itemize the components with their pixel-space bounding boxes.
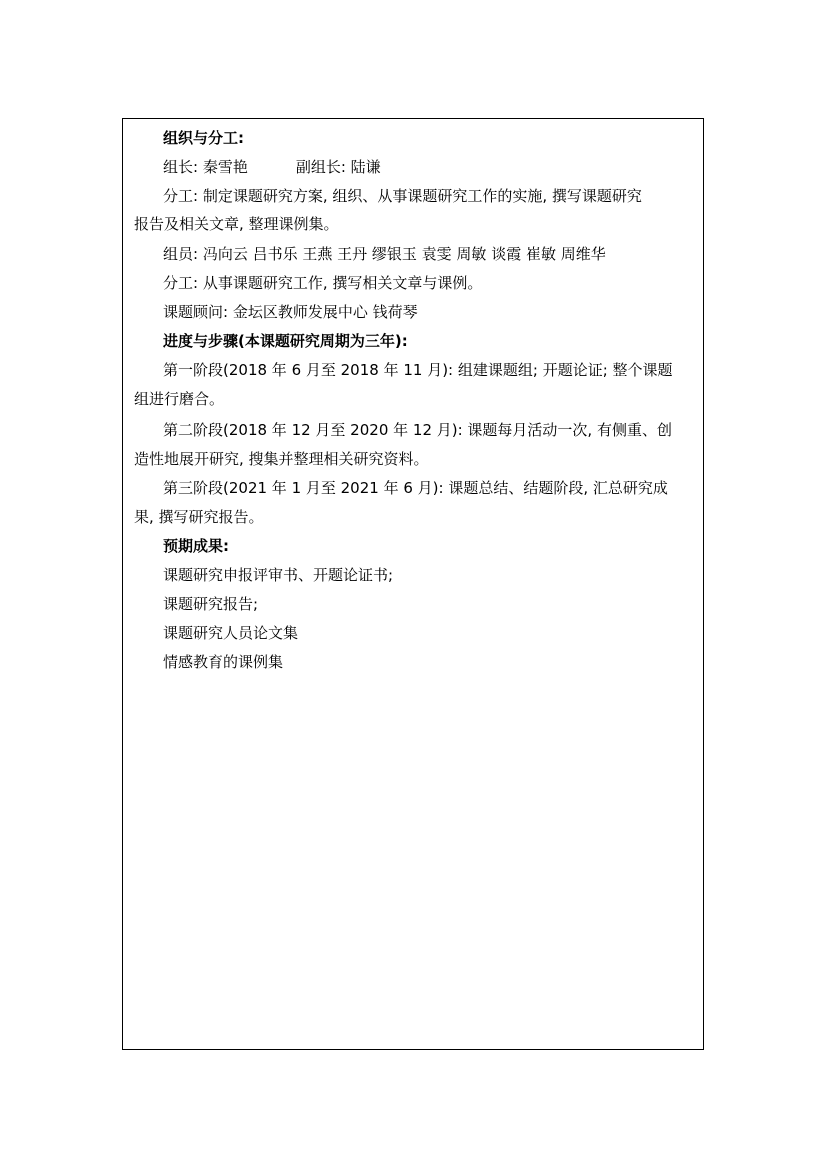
stage2-line-b: 造性地展开研究, 搜集并整理相关研究资料。 bbox=[134, 450, 429, 468]
leader-text: 组长: 秦雪艳 bbox=[163, 158, 248, 176]
progress-heading: 进度与步骤(本课题研究周期为三年): bbox=[163, 332, 408, 350]
duty1-line-b: 报告及相关文章, 整理课例集。 bbox=[134, 215, 339, 233]
members-line: 组员: 冯向云 吕书乐 王燕 王丹 缪银玉 袁雯 周敏 谈霞 崔敏 周维华 bbox=[163, 245, 606, 263]
results-heading: 预期成果: bbox=[163, 537, 229, 555]
duty1-line-a: 分工: 制定课题研究方案, 组织、从事课题研究工作的实施, 撰写课题研究 bbox=[163, 187, 642, 205]
stage3-line-b: 果, 撰写研究报告。 bbox=[134, 508, 264, 526]
org-heading: 组织与分工: bbox=[163, 129, 244, 147]
result-item: 情感教育的课例集 bbox=[163, 653, 284, 671]
duty2-line: 分工: 从事课题研究工作, 撰写相关文章与课例。 bbox=[163, 274, 483, 292]
advisor-line: 课题顾问: 金坛区教师发展中心 钱荷琴 bbox=[163, 303, 418, 321]
deputy-text: 副组长: 陆谦 bbox=[295, 158, 381, 176]
stage3-line-a: 第三阶段(2021 年 1 月至 2021 年 6 月): 课题总结、结题阶段, 汇总研究成 bbox=[163, 479, 668, 497]
result-item: 课题研究人员论文集 bbox=[163, 624, 299, 642]
stage1-line-b: 组进行磨合。 bbox=[134, 390, 225, 408]
result-item: 课题研究报告; bbox=[163, 595, 259, 613]
leaders-line bbox=[163, 157, 381, 177]
stage2-line-a: 第二阶段(2018 年 12 月至 2020 年 12 月): 课题每月活动一次, 有侧重、创 bbox=[163, 421, 672, 439]
result-item: 课题研究申报评审书、开题论证书; bbox=[163, 566, 394, 584]
stage1-line-a: 第一阶段(2018 年 6 月至 2018 年 11 月): 组建课题组; 开题论证; 整个课题 bbox=[163, 361, 673, 379]
